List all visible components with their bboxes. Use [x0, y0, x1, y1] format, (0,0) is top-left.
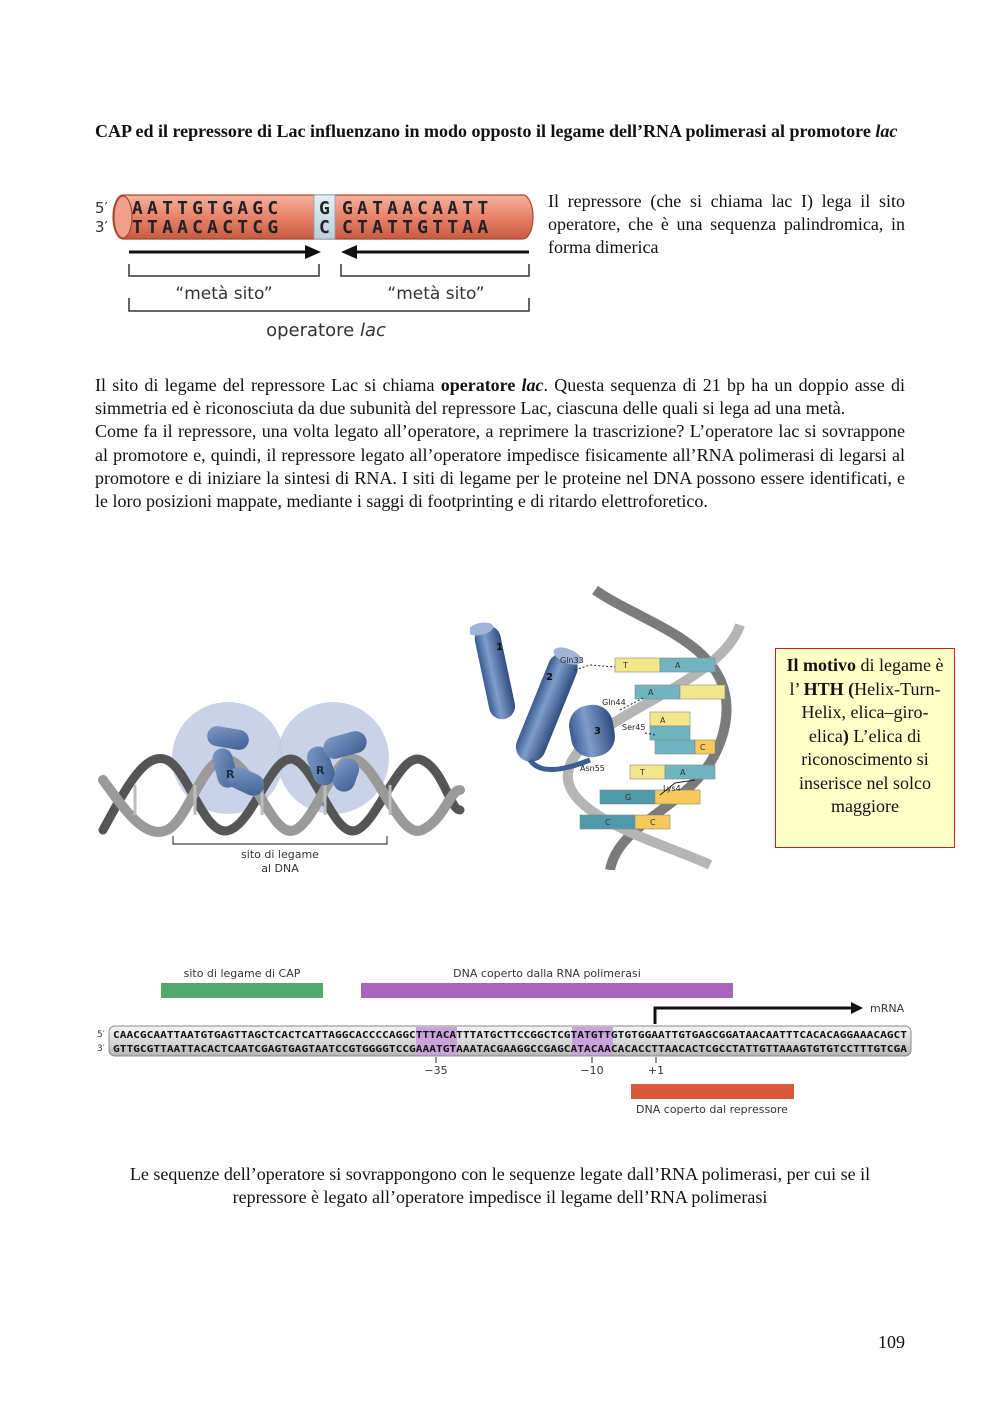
half-site-bracket-left	[129, 264, 319, 276]
top-strand-center: G	[319, 198, 335, 219]
svg-text:R: R	[316, 764, 325, 777]
page-number: 109	[878, 1332, 905, 1352]
operator-figure	[95, 188, 540, 346]
svg-text:A: A	[680, 768, 686, 777]
bottom-strand-center: C	[319, 217, 335, 238]
svg-text:T: T	[623, 661, 628, 670]
hth-callout: Il motivo di legame è l’ HTH (Helix-Turn-Helix, elica–giro-elica) L’elica di riconoscimento si inserisce nel solco maggiore	[775, 648, 955, 848]
svg-text:A: A	[675, 661, 681, 670]
residue-gln33: Gln33	[560, 656, 584, 665]
bottom-strand-sequence: GTTGCGTTAATTACACTCAATCGAGTGAGTAATCCGTGGGGTCCG AAATGT AAATACGAAGGCCGAGC ATACAA CACACCTTAACACTCGCCTATTGTTAAAGTGTGTCCTTTGTCGA	[113, 1044, 858, 1055]
five-prime-label: 5′	[95, 199, 108, 217]
svg-text:A: A	[660, 716, 666, 725]
residue-gln44: Gln44	[602, 698, 626, 707]
residue-lys4: Lys4	[663, 784, 681, 793]
binding-site-label-2: al DNA	[261, 862, 299, 875]
svg-text:C: C	[650, 818, 656, 827]
helix-1	[470, 620, 517, 721]
section-heading: CAP ed il repressore di Lac influenzano in modo opposto il legame dell’RNA polimerasi al promotore lac	[95, 121, 898, 141]
top-strand-sequence: CAACGCAATTAATGTGAGTTAGCTCACTCATTAGGCACCCCAGGC TTTACA TTTATGCTTCCGGCTCG TATGTT GTGTGGAATTGTGAGCGGATAACAATTTCACACAGGAAACAGCT	[113, 1030, 858, 1041]
svg-text:T: T	[640, 768, 645, 777]
repressor-dna-figure	[95, 690, 465, 880]
half-site-label-right: “metà sito”	[387, 284, 485, 304]
three-prime-label: 3′	[95, 218, 108, 236]
svg-text:2: 2	[546, 672, 553, 683]
base-pair	[580, 815, 670, 829]
promoter-figure	[95, 962, 915, 1120]
position-minus35: −35	[424, 1064, 448, 1077]
hth-motif-figure	[470, 585, 770, 870]
figure-caption: Le sequenze dell’operatore si sovrappongono con le sequenze legate dall’RNA polimerasi, per cui se il repressore è legato all’operatore impedisce il legame dell’RNA polimerasi	[129, 1164, 871, 1207]
tube-end	[114, 196, 132, 238]
binding-site-label-1: sito di legame	[241, 848, 319, 861]
top-strand-right: GATAACAATT	[342, 198, 493, 219]
binding-site-bracket	[173, 836, 387, 844]
top-strand-left: AATTGTGAGC	[132, 198, 283, 219]
base-pair	[655, 740, 715, 754]
base-pair	[650, 712, 690, 740]
residue-asn55: Asn55	[580, 764, 605, 773]
cap-site-label: sito di legame di CAP	[183, 967, 301, 980]
base-pair	[600, 790, 700, 804]
base-pair	[630, 765, 715, 779]
svg-text:C: C	[700, 743, 706, 752]
rnap-site-bar	[361, 983, 733, 998]
paragraph-repression: Come fa il repressore, una volta legato all’operatore, a reprimere la trascrizione? L’operatore lac si sovrappone al promotore e, quindi, il repressore legato all’operatore impedisce fisicamente all’RNA polimerasi di legarsi al promotore e di iniziare la sintesi di RNA. I siti di legame per le proteine nel DNA possono essere identificati, e le loro posizioni mappate, mediante i saggi di footprinting e di ritardo elettroforetico.	[95, 421, 905, 512]
position-plus1: +1	[647, 1064, 665, 1077]
rnap-site-label: DNA coperto dalla RNA polimerasi	[453, 967, 641, 980]
svg-text:1: 1	[496, 642, 503, 653]
svg-text:3: 3	[594, 726, 601, 737]
body-paragraph	[95, 374, 905, 513]
half-site-label-left: “metà sito”	[175, 284, 273, 304]
bottom-strand-left: TTAACACTCG	[132, 217, 283, 238]
base-pair	[615, 658, 715, 672]
svg-text:G: G	[625, 793, 632, 802]
operator-description: Il repressore (che si chiama lac I) lega il sito operatore, che è una sequenza palindromica, in forma dimerica	[548, 191, 905, 257]
bottom-strand-right: CTATTGTTAA	[342, 217, 493, 238]
mrna-label: mRNA	[870, 1002, 905, 1015]
base-pair	[635, 685, 725, 699]
svg-text:A: A	[648, 688, 654, 697]
svg-text:C: C	[605, 818, 611, 827]
promoter-three-prime: 3′	[97, 1044, 105, 1054]
half-site-bracket-right	[341, 264, 529, 276]
paragraph-operator: Il sito di legame del repressore Lac si chiama operatore lac. Questa sequenza di 21 bp ha un doppio asse di simmetria ed è riconosciuta da due subunità del repressore Lac, ciascuna delle quali si lega ad una metà.	[95, 375, 905, 419]
operator-label: operatore lac	[266, 320, 386, 341]
svg-text:R: R	[226, 768, 235, 781]
transcription-start-arrow	[655, 1008, 853, 1024]
promoter-five-prime: 5′	[97, 1030, 105, 1040]
repressor-site-label: DNA coperto dal repressore	[636, 1103, 788, 1116]
position-minus10: −10	[580, 1064, 604, 1077]
repressor-site-bar	[631, 1084, 794, 1099]
residue-ser45: Ser45	[622, 723, 646, 732]
cap-site-bar	[161, 983, 323, 998]
